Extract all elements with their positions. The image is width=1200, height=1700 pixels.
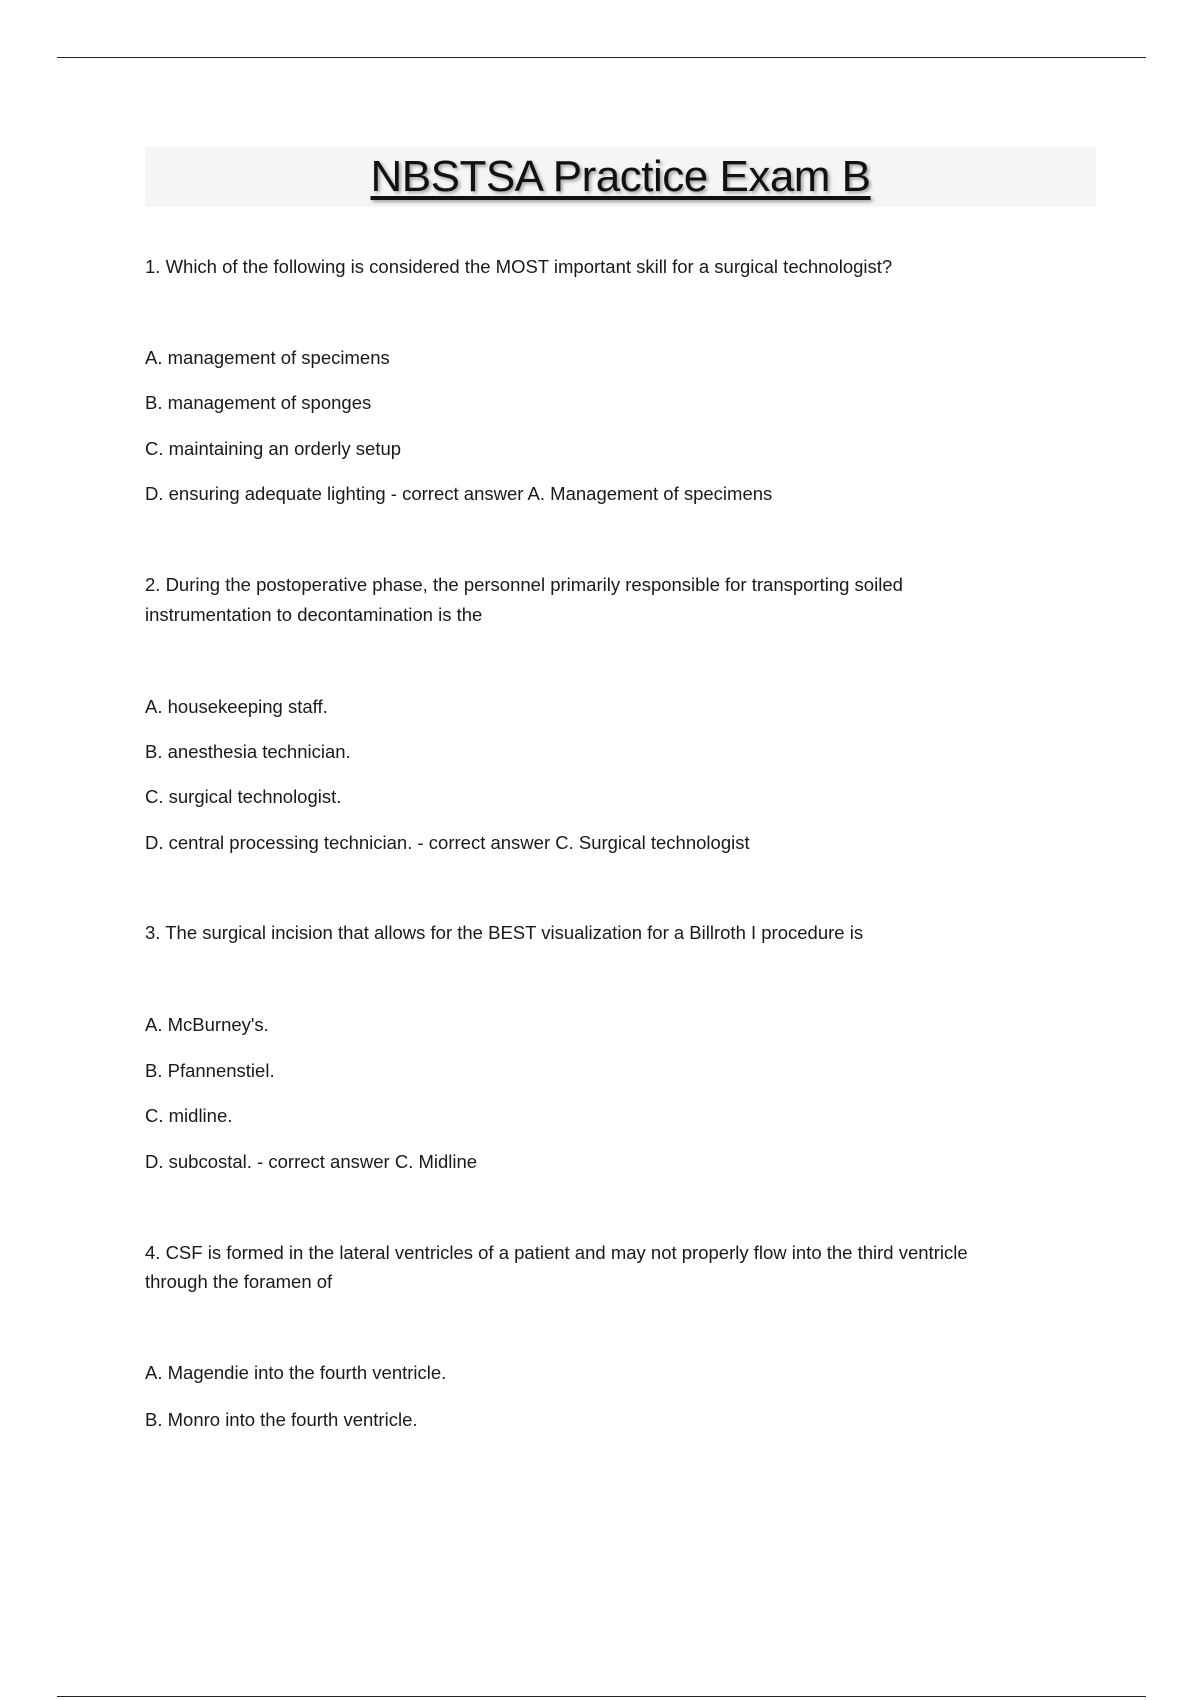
question-3-option-d: D. subcostal. - correct answer C. Midline [145, 1151, 478, 1172]
question-1-text: 1. Which of the following is considered the MOST important skill for a surgical technologist? [145, 256, 893, 277]
question-3-text: 3. The surgical incision that allows for the BEST visualization for a Billroth I procedure is [145, 922, 864, 943]
question-3-option-a: A. McBurney's. [145, 1014, 269, 1035]
question-4-text-cont: through the foramen of [145, 1271, 333, 1292]
question-1-option-c: C. maintaining an orderly setup [145, 438, 402, 459]
question-2-option-c: C. surgical technologist. [145, 786, 342, 807]
question-1-option-d: D. ensuring adequate lighting - correct answer A. Management of specimens [145, 483, 773, 504]
title-band [145, 147, 1096, 207]
top-rule [57, 57, 1146, 58]
question-2-option-b: B. anesthesia technician. [145, 741, 351, 762]
question-4-option-a: A. Magendie into the fourth ventricle. [145, 1362, 447, 1383]
question-3-option-c: C. midline. [145, 1105, 233, 1126]
question-2-text: 2. During the postoperative phase, the personnel primarily responsible for transporting soiled [145, 574, 903, 595]
question-1-option-a: A. management of specimens [145, 347, 390, 368]
question-4-text: 4. CSF is formed in the lateral ventricles of a patient and may not properly flow into the third ventricle [145, 1242, 968, 1263]
question-2-option-d: D. central processing technician. - correct answer C. Surgical technologist [145, 832, 750, 853]
document-title: NBSTSA Practice Exam B [370, 152, 871, 201]
question-1-option-b: B. management of sponges [145, 392, 372, 413]
bottom-rule [57, 1696, 1146, 1697]
question-3-option-b: B. Pfannenstiel. [145, 1060, 275, 1081]
question-4-option-b: B. Monro into the fourth ventricle. [145, 1409, 418, 1430]
question-2-option-a: A. housekeeping staff. [145, 696, 328, 717]
question-2-text-cont: instrumentation to decontamination is the [145, 604, 483, 625]
